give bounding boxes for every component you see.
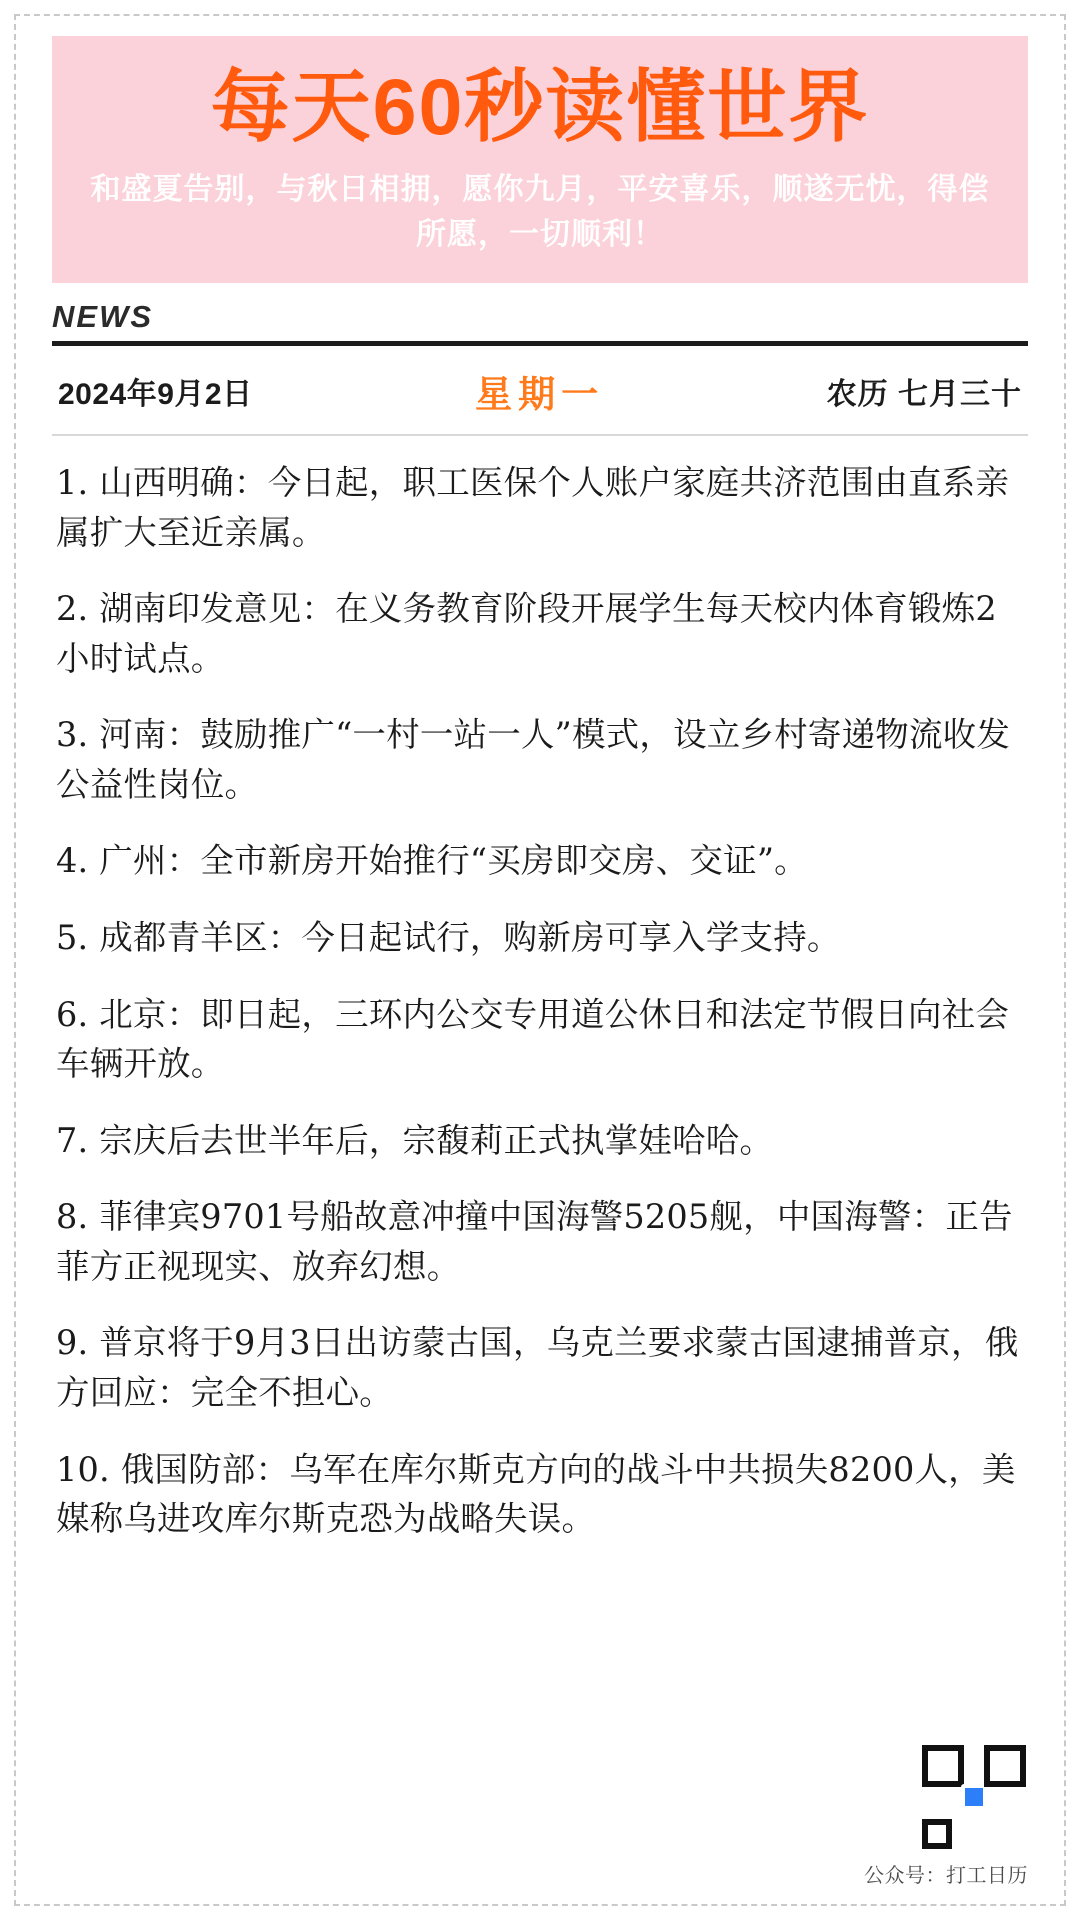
section-label: NEWS — [52, 298, 153, 334]
date-weekday: 星期一 — [475, 373, 605, 415]
list-item: 2. 湖南印发意见：在义务教育阶段开展学生每天校内体育锻炼2小时试点。 — [56, 589, 997, 678]
news-list — [52, 436, 1028, 1544]
poster-content — [18, 18, 1062, 1902]
footer — [864, 1743, 1028, 1888]
list-item: 7. 宗庆后去世半年后，宗馥莉正式执掌娃哈哈。 — [56, 1120, 774, 1160]
qr-finder-bottom-left — [922, 1819, 952, 1849]
list-item: 10. 俄国防部：乌军在库尔斯克方向的战斗中共损失8200人，美媒称乌进攻库尔斯克恐为战略失误。 — [56, 1449, 1016, 1539]
list-item: 6. 北京：即日起，三环内公交专用道公休日和法定节假日向社会车辆开放。 — [56, 994, 1010, 1084]
page-title: 每天60秒读懂世界 — [210, 62, 870, 151]
list-item: 3. 河南：鼓励推广“一村一站一人”模式，设立乡村寄递物流收发公益性岗位。 — [56, 715, 1011, 804]
qr-code-icon[interactable] — [920, 1743, 1028, 1851]
list-item: 8. 菲律宾9701号船故意冲撞中国海警5205舰，中国海警：正告菲方正视现实、放弃幻想。 — [56, 1197, 1013, 1286]
list-item: 1. 山西明确：今日起，职工医保个人账户家庭共济范围由直系亲属扩大至近亲属。 — [56, 462, 1010, 552]
list-item: 5. 成都青羊区：今日起试行，购新房可享入学支持。 — [56, 917, 841, 957]
banner-subtitle: 和盛夏告别，与秋日相拥，愿你九月，平安喜乐，顺遂无忧，得偿所愿，一切顺利！ — [90, 172, 990, 251]
date-row — [52, 346, 1028, 434]
list-item: 9. 普京将于9月3日出访蒙古国，乌克兰要求蒙古国逮捕普京，俄方回应：完全不担心。 — [56, 1323, 1019, 1413]
qr-logo — [961, 1784, 987, 1810]
list-item: 4. 广州：全市新房开始推行“买房即交房、交证”。 — [56, 841, 808, 881]
date-lunar: 农历 七月三十 — [826, 377, 1022, 411]
header-banner — [52, 36, 1028, 283]
footer-caption: 公众号：打工日历 — [864, 1865, 1028, 1887]
date-gregorian: 2024年9月2日 — [58, 377, 253, 411]
